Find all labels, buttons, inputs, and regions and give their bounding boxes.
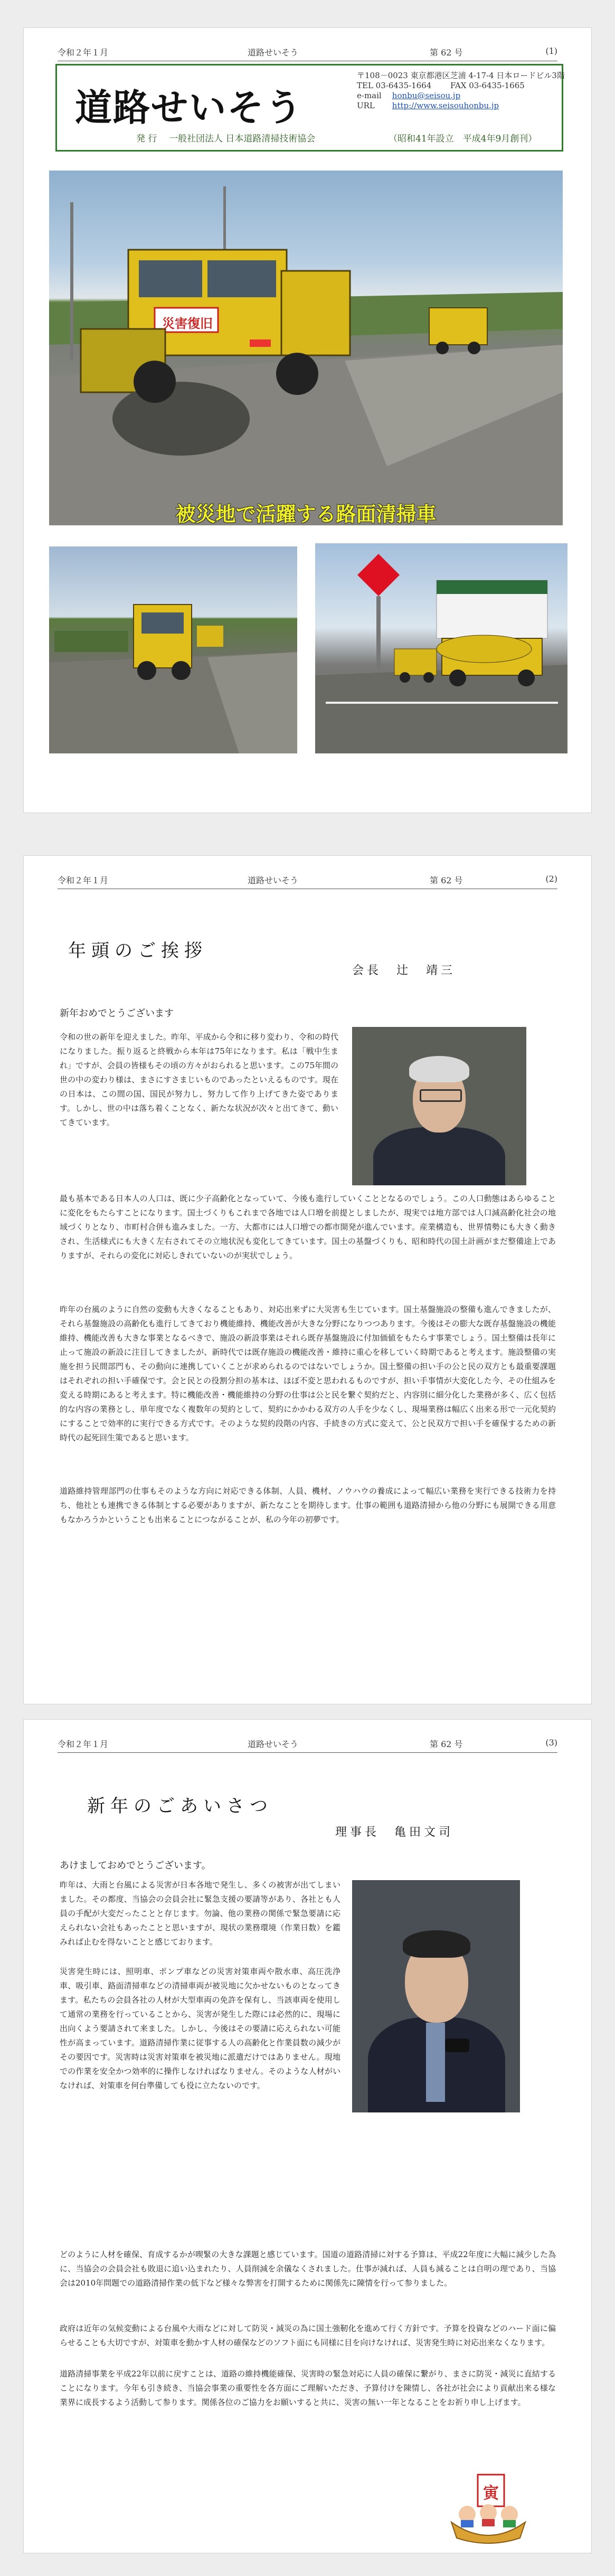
article-paragraph: どのように人材を確保、育成するかが喫緊の大きな課題と感じています。国道の道路清掃に対する予算は、平成22年度に大幅に減少した為に、当協会の会員会社も敗退に追い込まれたり、人員削減を余儀なくされました。仕事が減れば、人員も減ることは自明の理であり、当協会は2010年問題での道路清掃作業の低下など様々な弊害を打開するために関係先に陳情を行って参りました。 [60, 2250, 556, 2288]
glasses-icon [420, 1089, 462, 1102]
masthead-url-row [357, 101, 565, 111]
publisher-prefix: 発 行 [136, 134, 157, 144]
email-label: e-mail [357, 91, 382, 100]
page-header [58, 874, 557, 889]
header-title: 道路せいそう [248, 1739, 299, 1749]
roadside-truck-illustration [49, 546, 297, 753]
header-issue: 第 62 号 [430, 1739, 463, 1749]
masthead-address: 〒108－0023 東京都港区芝浦 4-17-4 日本ロードビル3階 [357, 71, 565, 80]
sweeper-truck-illustration [49, 171, 563, 525]
newsletter-page-1 [23, 27, 592, 813]
page-header [58, 1738, 557, 1752]
header-page-number: (1) [545, 46, 557, 56]
masthead-publisher [57, 131, 562, 145]
url-label: URL [357, 101, 375, 110]
website-link[interactable]: http://www.seisouhonbu.jp [392, 101, 499, 110]
masthead-contact [357, 71, 565, 111]
tanker-trucks-illustration [315, 543, 567, 753]
header-page-number: (2) [545, 874, 557, 884]
header-date: 令和２年１月 [58, 1739, 109, 1749]
article-greeting: あけましておめでとうございます。 [60, 1860, 211, 1871]
header-issue: 第 62 号 [430, 48, 463, 58]
newsletter-page-2 [23, 855, 592, 1704]
newsletter-page-3 [23, 1719, 592, 2553]
masthead-tel: TEL 03-6435-1664 [357, 81, 432, 90]
microphone-icon [445, 2039, 469, 2052]
header-rule [58, 1752, 557, 1753]
mascot-sign: 寅 [483, 2484, 499, 2503]
article-paragraph: 道路維持管理部門の仕事もそのような方向に対応できる体制、人員、機材、ノウハウの養成によって幅広い業務を実行できる技術力を持ち、他社とも連携できる体制とする必要がありますが、新たなことを期待します。仕事の範囲も道路清掃から他の分野にも展開できる用意もなかろうかということも出来ることにつながることが、私の今年の初夢です。 [60, 1486, 556, 1524]
cover-photo-sweeper [49, 171, 563, 525]
article-paragraph: 政府は近年の気候変動による台風や大雨などに対して防災・減災の為に国土強靭化を進めて行く方針です。予算を投資などのハード面に偏らせることも大切ですが、対策車を動かす人材の確保などのソフト面にも同様に目を向けなければ、災害発生時に対応出来なくなります。 [60, 2324, 556, 2347]
masthead-title: 道路せいそう [75, 86, 303, 129]
article-paragraph: 昨年の台風のように自然の変動も大きくなることもあり、対応出来ずに大災害も生じています。国土基盤施設の整備も進んできましたが、それら基盤施設の高齢化も進行してきており機能維持、機能改善が大きな分野になりつつあります。今後はその膨大な既存基盤施設の機能維持、機能改善も大きな事業となるべきで、施設の新設事業はそれら既存基盤施設に付加価値をもたらす事業でしょう。国土整備は長年に止って施設の新設に注目してきましたが、新時代では既存施設の機能改善・維持に重心を移していく時期であると考えます。施設整備の実施を担う民間部門も、その動向に連携していくことが求められるのではないでしょうか。国土整備の担い手の公と民の双方とも最重要課題はそれぞれの担い手確保です。会と民との役割分担の基本は、ほぼ不変と思われるものですが、担い手事情が大変化した今、その仕組みを変える時期にあると考えます。特に機能改善・機能維持の分野の仕事は公と民を繋ぐ契約だと、内容別に細分化した業務が多く、広く包括的な内容の業務とし、単年度でなく複数年の契約として、契約にかかわる双方の人手を少なくし、現場業務は幅広く出来る形で一元化契約にすることで効率的に実行できる方式です。そのような契約段階の内容、手続きの方式に変えて、公と民双方で担い手を確保するための新時代の起死回生策であると思います。 [60, 1305, 556, 1442]
header-title: 道路せいそう [248, 48, 299, 58]
portrait-suit [373, 1127, 505, 1185]
article-author: 理事長 亀田文司 [335, 1826, 454, 1839]
header-date: 令和２年１月 [58, 875, 109, 885]
portrait-hair [403, 1930, 470, 1958]
article-title: 新年のごあいさつ [87, 1796, 273, 1817]
article-title: 年頭のご挨拶 [68, 940, 207, 961]
header-title: 道路せいそう [248, 875, 299, 885]
portrait-hair [409, 1056, 469, 1082]
page-header [58, 46, 557, 61]
header-page-number: (3) [545, 1738, 557, 1748]
portrait-tie [426, 2023, 445, 2102]
email-link[interactable]: honbu@seisou.jp [392, 91, 461, 100]
photo-tanker-trucks [315, 543, 567, 753]
article-paragraph: 道路清掃事業を平成22年以前に戻すことは、道路の維持機能確保、災害時の緊急対応に人員の確保に繋がり、まさに防災・減災に直結することになります。今年も引き続き、当協会事業の重要性を各方面にご理解いただき、予算付けを陳情し、各社が社会により貢献出来る様な業界に成長するよう活動して参ります。関係各位のご協力をお願いすると共に、災害の無い一年となることをお祈り申し上げます。 [60, 2369, 556, 2407]
article-paragraph: 最も基本である日本人の人口は、既に少子高齢化となっていて、今後も進行していくこととなるのでしょう。この人口動態はあらゆることに変化をもたらすことになります。国土づくりもこれまで各地では人口増を前提としましたが、現実では地方部では人口減高齢化社会の地域づくりとなり、市町村合併も進みました。一方、大都市には人口増での都市開発が進んでいます。産業構造も、世界情勢にも大きく動きされ、生活様式にも大きく左右されてその立地状況も変化してきています。国土の基盤づくりも、昭和時代の国土計画がまだ整備途上でありますが、それらの変化に対応しきれていないのが実状でしょう。 [60, 1194, 556, 1260]
header-issue: 第 62 号 [430, 875, 463, 885]
portrait-chairman [352, 1027, 526, 1185]
masthead-email-row [357, 91, 565, 101]
masthead-fax: FAX 03-6435-1665 [450, 81, 525, 90]
established-note: （昭和41年設立 平成4年9月創刊） [389, 134, 537, 144]
masthead [55, 64, 563, 152]
article-greeting: 新年おめでとうございます [60, 1008, 174, 1019]
masthead-phone-row [357, 81, 565, 91]
article-paragraph: 災害発生時には、照明車、ポンプ車などの災害対策車両や散水車、高圧洗浄車、吸引車、路面清掃車などの清掃車両が被災地に欠かせないものとなってきます。私たちの会員各社の人材が大型車両の免許を保有し、当該車両を使用して通常の業務を行っていることから、災害が発生した際には必然的に、現場に出向くよう要請されて来ました。しかし、今後はその要請に応えられない可能性が高まっています。道路清掃作業に従事する人の高齢化と作業員数の減少がその要因です。災害時は災害対策車を被災地に派遣だけではありません。現地での作業を安全かつ効率的に操作しなければなりません。そのような人材がいなければ、対策車を何台準備しても役に立たないのです。 [60, 1967, 340, 2090]
cover-caption: 被災地で活躍する路面清掃車 [175, 503, 437, 525]
portrait-president [352, 1880, 520, 2112]
article-paragraph: 令和の世の新年を迎えました。昨年、平成から令和に移り変わり、令和の時代になりました。振り返ると終戦から本年は75年になります。私は「戦中生まれ」ですが、会員の皆様もその頃の方々がおられると思います。この75年間の世の中の変わり様は、まさにすさまじいものであったといえるものです。現在の日本は、この間の国、国民が努力し、努力して作り上げてきた姿であります。しかし、世の中は落ち着くことなく、新たな状況が次々と出てきて、動いてきています。 [60, 1032, 338, 1127]
photo-sweeper-roadside [49, 546, 297, 753]
header-date: 令和２年１月 [58, 48, 109, 58]
truck-sign: 災害復旧 [162, 316, 213, 331]
publisher-name: 一般社団法人 日本道路清掃技術協会 [169, 134, 316, 144]
article-author: 会長 辻 靖三 [352, 964, 456, 977]
article-paragraph: 昨年は、大雨と台風による災害が日本各地で発生し、多くの被害が出てしまいました。その都度、当協会の会員会社に緊急支援の要請等があり、各社とも人員の手配が大変だったことと存じます。勿論、他の業務の関係で緊急要請に応えられない会社もあったことと思いますが、現状の業務環境（作業日数）を鑑みれば止むを得ないことと感じております。 [60, 1880, 340, 1947]
new-year-mascot-illustration [446, 2469, 531, 2549]
